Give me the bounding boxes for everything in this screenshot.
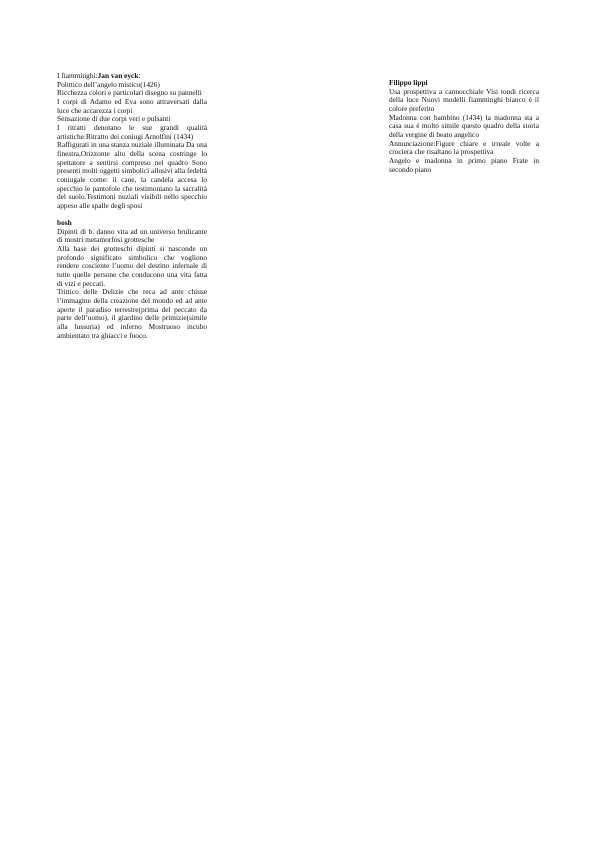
van-eyck-paragraph: Raffigurati in una stanza nuziale illuminata Da una finestra,Orizzonte alto della scena costringe lo spettatore a sentirsi compreso nel quadro Sono presenti molti oggetti simbolici allusivi alla fedeltà coniugale come: il cane, la candela accesa lo specchio le pantofole che testimoniano la sacralità del suolo.Testimoni nuziali visibili nello specchio appeso alle spalle degli sposi [57, 140, 207, 210]
intro-prefix: I fiamminghi: [57, 71, 98, 80]
van-eyck-paragraph: I ritratti denotano le sue grandi qualità artistiche:Ritratto dei coniugi Arnolfini (1434) [57, 122, 207, 141]
van-eyck-paragraph: Polittico dell’angelo mistico(1426) [57, 79, 160, 89]
van-eyck-paragraph: Ricchezza colori e particolari disegno su pannelli [57, 88, 202, 98]
van-eyck-paragraph: Sensazione di due corpi veri e pulsanti [57, 114, 171, 124]
bosch-paragraph: Alla base dei grotteschi dipinti si nasconde un profondo significato simbolico che vogliono rendere cosciente l’uomo del destino infernale di tutte quelle persone che conducono una vita fatta di vizi e peccati. [57, 244, 207, 288]
right-column [389, 79, 539, 174]
bosch-paragraph: Trittico delle Delizie che reca ad ante chiuse l’immagine della creazione del mondo ed ad ante aperte il paradiso terrestre(prima del peccato da parte dell’uomo), il giardino delle primizie(simile alla lussuria) ed inferno Mostruoso incubo ambientato tra ghiacci e fuoco. [57, 287, 207, 340]
lippi-paragraph: Madonna con bambino (1434) la madonna sta a casa sua è molto simile questo quadro della storia della vergine di beato angelico [389, 112, 539, 139]
lippi-heading: Filippo lippi [389, 78, 428, 87]
lippi-paragraph: Angelo e madonna in primo piano Frate in secondo piano [389, 155, 539, 174]
bosch-heading: bosh [57, 218, 72, 228]
intro-suffix: : [138, 71, 141, 80]
section-gap [57, 211, 207, 220]
left-column [57, 72, 207, 340]
lippi-paragraph: Usa prospettiva a cannocchiale Visi tondi ricerca della luce Nuovi modelli fiamminghi bianco è il colore preferito [389, 86, 539, 113]
bosch-paragraph: Dipinti di b. danno vita ad un universo brulicante di mostri metamorfosi grottesche [57, 226, 207, 245]
artist-name-van-eyck: Jan van eyck [97, 71, 139, 80]
lippi-paragraph: Annunciazione:Figure chiare e irreale volte a crociera che risaltano la prospettiva [389, 138, 539, 157]
van-eyck-paragraph: I corpi di Adamo ed Eva sono attraversati dalla luce che accarezza i corpi [57, 96, 207, 115]
